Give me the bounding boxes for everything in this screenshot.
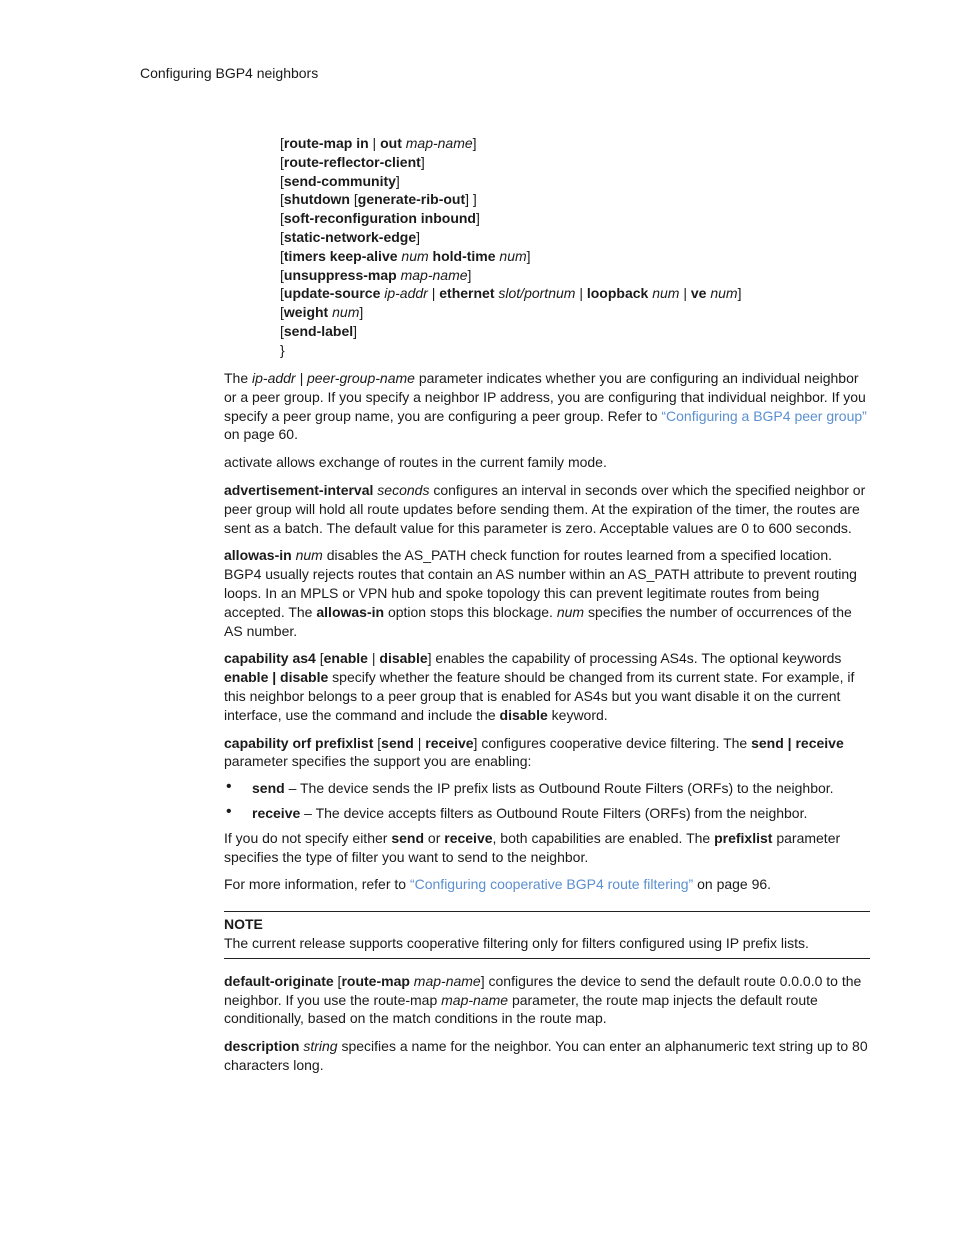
orf-options-list — [224, 779, 870, 823]
paragraph-default-originate: default-originate [route-map map-name] configures the device to send the default route 0.0.0.0 to the neighbor. If you use the route-map map-name parameter, the route map injects the default route conditionally, based on the match conditions in the route map. — [224, 972, 862, 1027]
list-item: • send – The device sends the IP prefix lists as Outbound Route Filters (ORFs) to the neighbor. — [226, 778, 834, 797]
paragraph-capability-as4: capability as4 [enable | disable] enables the capability of processing AS4s. The optional keywords enable | disable specify whether the feature should be changed from its current state. For example, if this neighbor belongs to a peer group that is enabled for AS4s but you want disable it on the current interface, use the command and include the disable keyword. — [224, 650, 855, 723]
link-cooperative-filtering[interactable]: “Configuring cooperative BGP4 route filtering” — [409, 876, 694, 893]
syntax-line-send-label: [send-label] — [280, 322, 358, 339]
paragraph-more-info: For more information, refer to “Configuring cooperative BGP4 route filtering” on page 96. — [224, 876, 772, 893]
paragraph-allowas-in: allowas-in num disables the AS_PATH check function for routes learned from a specified location. BGP4 usually rejects routes that contain an AS number within an AS_PATH attribute to prevent routing loops. In an MPLS or VPN hub and spoke topology this can prevent legitimate routes from being accepted. The allowas-in option stops this blockage. num specifies the number of occurrences of the AS number. — [224, 547, 857, 639]
syntax-line-route-reflector-client: [route-reflector-client] — [280, 153, 425, 170]
paragraph-advertisement-interval: advertisement-interval seconds configures an interval in seconds over which the specified neighbor or peer group will hold all route updates before sending them. At the expiration of the timer, the routes are sent as a batch. The default value for this parameter is zero. Acceptable values are 0 to 600 seconds. — [224, 481, 866, 536]
syntax-line-timers: [timers keep-alive num hold-time num] — [280, 247, 531, 264]
syntax-line-static-network-edge: [static-network-edge] — [280, 228, 421, 245]
paragraph-capability-orf: capability orf prefixlist [send | receive] configures cooperative device filtering. The send | receive parameter specifies the support you are enabling: — [224, 734, 844, 770]
paragraph-description: description string specifies a name for the neighbor. You can enter an alphanumeric text string up to 80 characters long. — [224, 1038, 868, 1073]
page-header: Configuring BGP4 neighbors — [140, 65, 319, 81]
syntax-line-route-map: [route-map in | out map-name] — [280, 135, 477, 151]
parameter-descriptions — [224, 369, 870, 1084]
paragraph-activate: activate allows exchange of routes in the current family mode. — [224, 454, 607, 471]
paragraph-ip-addr: The ip-addr | peer-group-name parameter indicates whether you are configuring an individual neighbor or a peer group. If you specify a neighbor IP address, you are configuring that individual neighbor. If you specify a peer group name, you are configuring a peer group. Refer to “Configuring a BGP4 peer group” on page 60. — [224, 370, 867, 443]
bullet-icon: • — [226, 778, 232, 796]
paragraph-orf-default: If you do not specify either send or receive, both capabilities are enabled. The prefixlist parameter specifies the type of filter you want to send to the neighbor. — [224, 829, 841, 865]
list-item: • receive – The device accepts filters as Outbound Route Filters (ORFs) from the neighbor. — [226, 802, 808, 821]
syntax-line-unsuppress-map: [unsuppress-map map-name] — [280, 266, 472, 283]
note-box — [224, 911, 870, 959]
syntax-line-weight: [weight num] — [280, 304, 364, 321]
bullet-icon: • — [226, 802, 232, 820]
syntax-line-send-community: [send-community] — [280, 172, 400, 189]
syntax-line-shutdown: [shutdown [generate-rib-out] ] — [280, 191, 477, 208]
command-syntax — [280, 134, 741, 360]
syntax-line-closing-brace: } — [280, 341, 285, 358]
syntax-line-update-source: [update-source ip-addr | ethernet slot/portnum | loopback num | ve num] — [280, 285, 742, 302]
link-peer-group[interactable]: “Configuring a BGP4 peer group” — [661, 407, 867, 424]
syntax-line-soft-reconfiguration: [soft-reconfiguration inbound] — [280, 210, 480, 227]
note-text: The current release supports cooperative filtering only for filters configured using IP prefix lists. — [224, 934, 809, 951]
note-title: NOTE — [224, 916, 263, 933]
